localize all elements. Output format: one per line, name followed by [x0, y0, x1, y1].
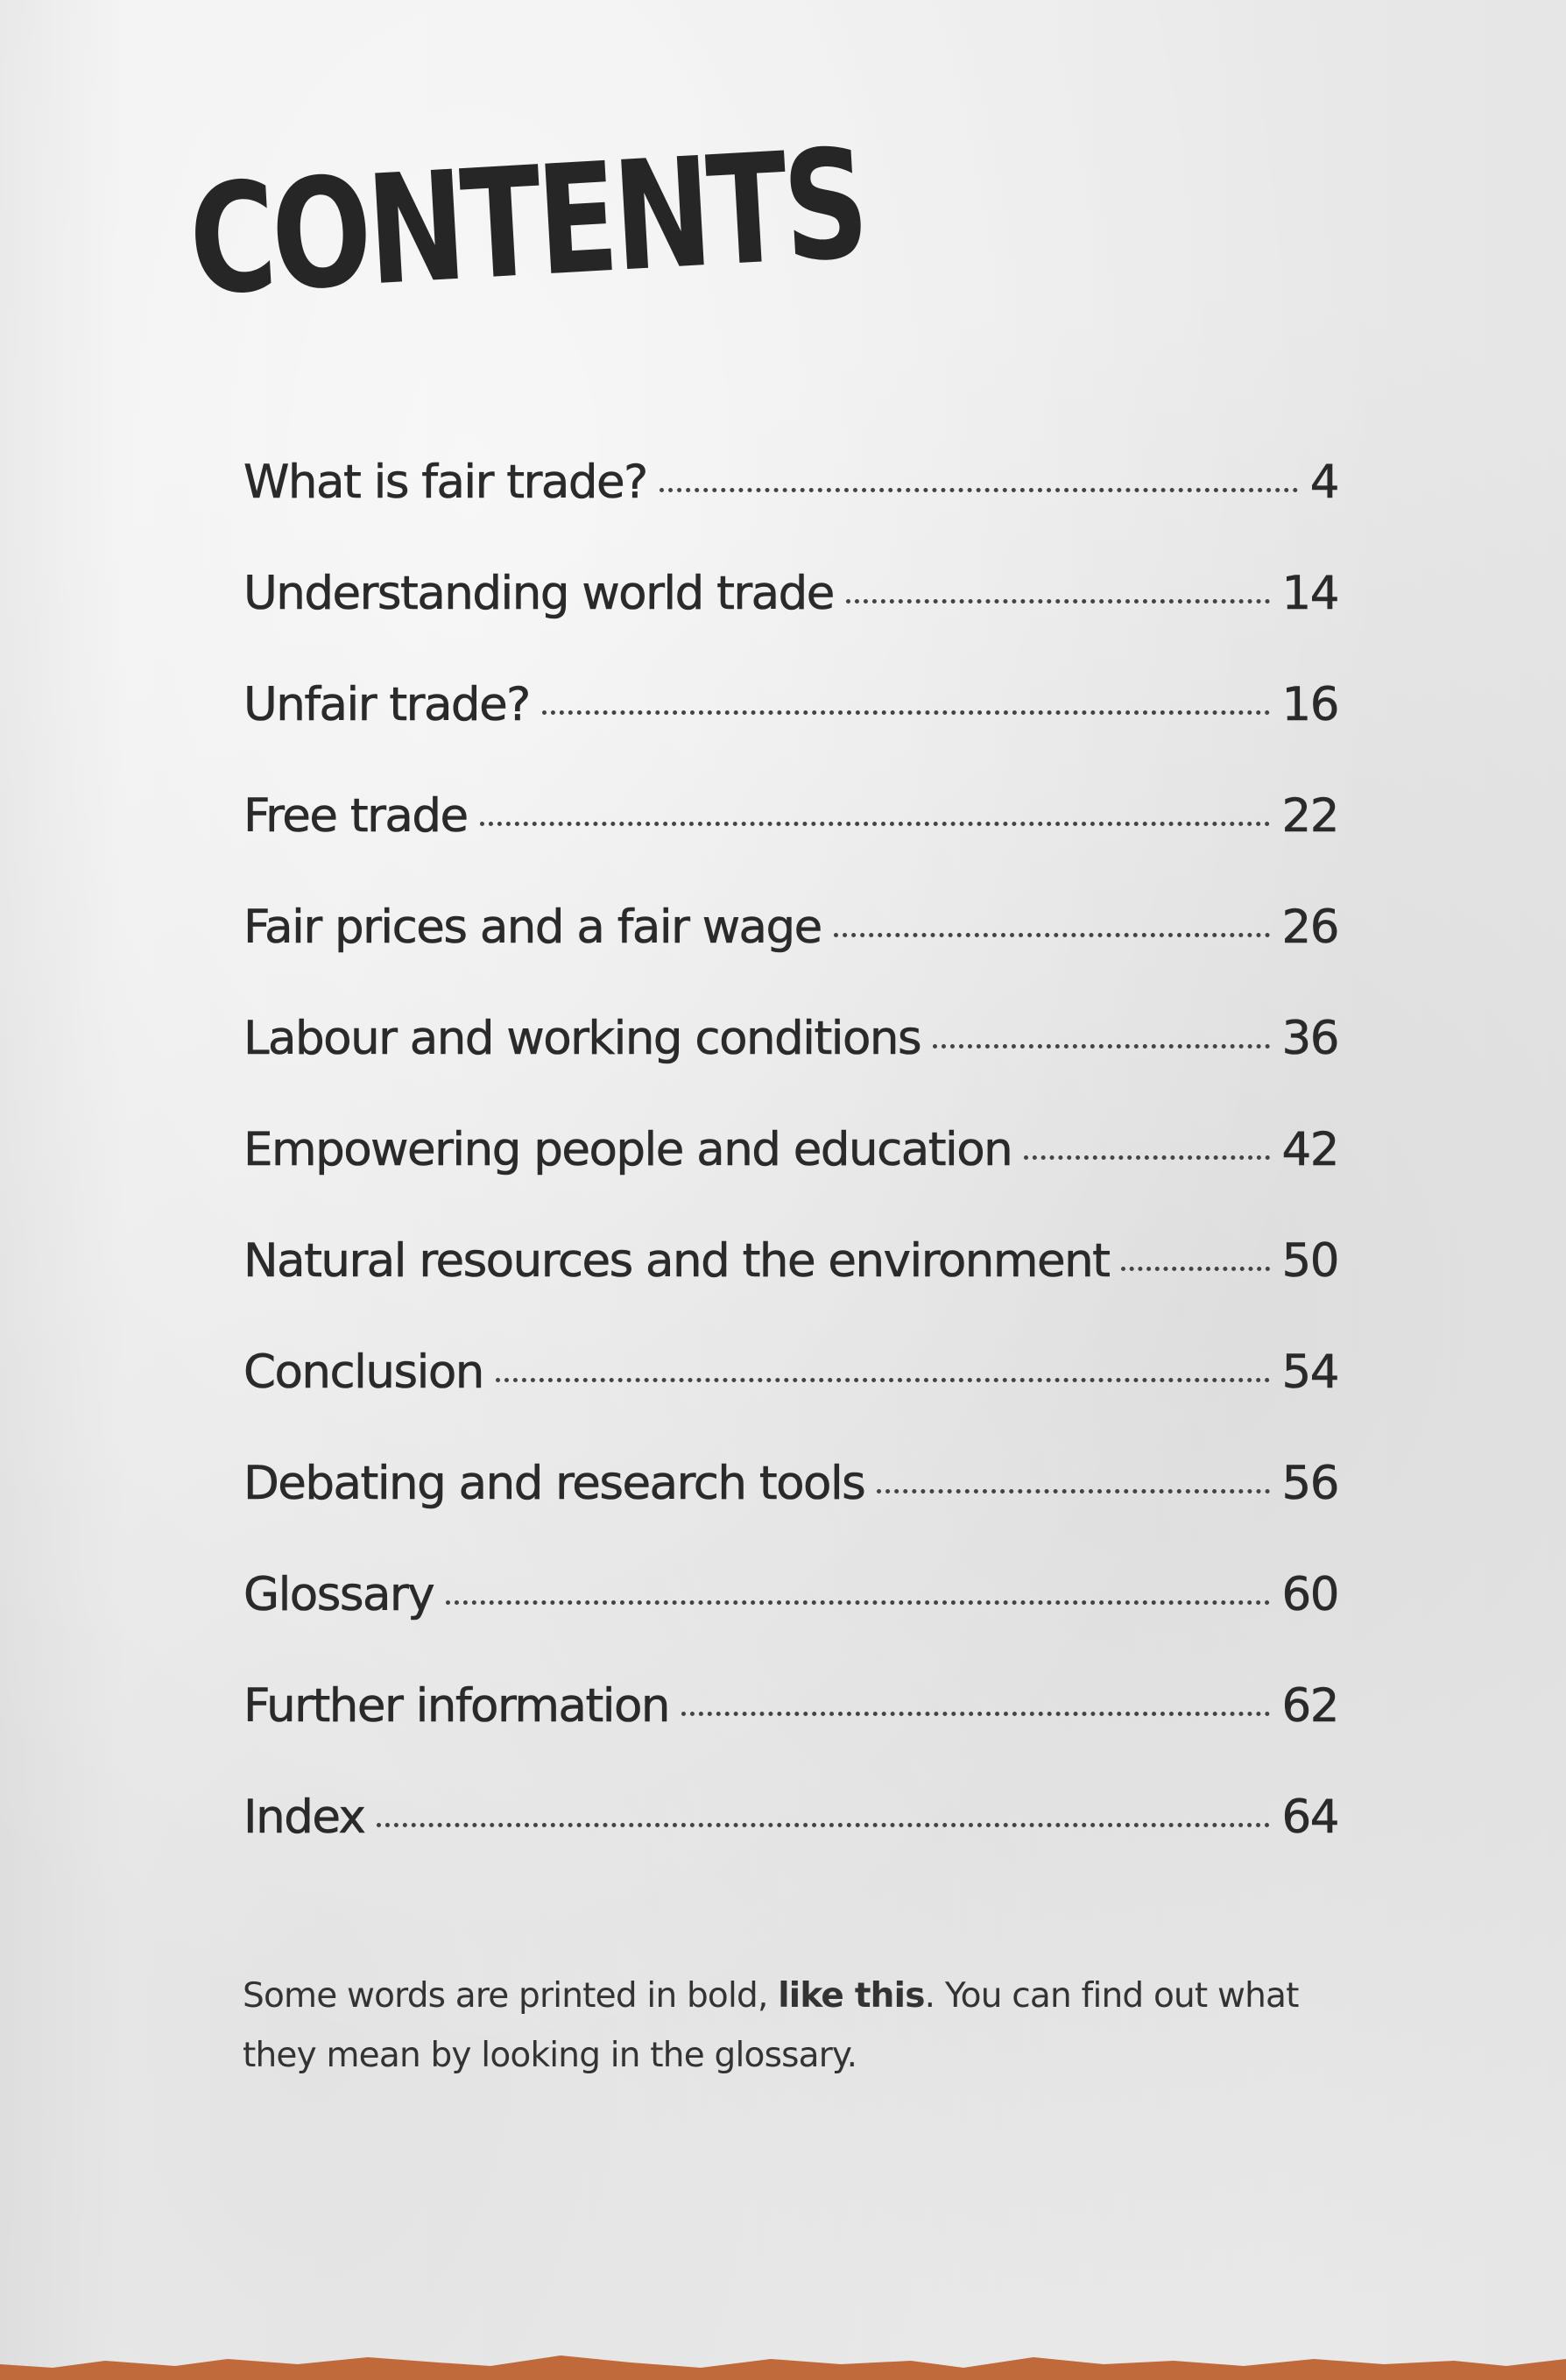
toc-entry-page: 36	[1281, 1012, 1338, 1065]
table-of-contents	[243, 456, 1338, 1902]
toc-entry-label: Further information	[243, 1679, 669, 1733]
toc-entry-page: 50	[1281, 1234, 1338, 1288]
toc-entry-empowering[interactable]	[243, 1123, 1338, 1234]
page-title: CONTENTS	[185, 115, 870, 329]
toc-entry-labour[interactable]	[243, 1012, 1338, 1123]
toc-entry-page: 22	[1281, 789, 1338, 843]
toc-entry-label: Conclusion	[243, 1345, 483, 1399]
toc-entry-page: 26	[1281, 900, 1338, 954]
toc-entry-free-trade[interactable]	[243, 789, 1338, 900]
dot-leader	[877, 1489, 1269, 1494]
toc-entry-debating[interactable]	[243, 1457, 1338, 1568]
dot-leader	[1121, 1267, 1269, 1271]
dot-leader	[1024, 1155, 1269, 1160]
toc-entry-page: 54	[1281, 1345, 1338, 1399]
note-text-before: Some words are printed in bold,	[243, 1976, 779, 2016]
toc-entry-label: What is fair trade?	[243, 456, 647, 509]
toc-entry-page: 62	[1281, 1679, 1338, 1733]
toc-entry-index[interactable]	[243, 1790, 1338, 1902]
toc-entry-label: Unfair trade?	[243, 678, 530, 731]
dot-leader	[681, 1712, 1270, 1716]
toc-entry-label: Understanding world trade	[243, 567, 834, 620]
dot-leader	[542, 710, 1270, 715]
dot-leader	[446, 1600, 1269, 1605]
toc-entry-label: Free trade	[243, 789, 468, 843]
toc-entry-label: Empowering people and education	[243, 1123, 1012, 1176]
toc-entry-fair-prices[interactable]	[243, 900, 1338, 1012]
toc-entry-page: 56	[1281, 1457, 1338, 1510]
toc-entry-label: Natural resources and the environment	[243, 1234, 1110, 1288]
toc-entry-label: Debating and research tools	[243, 1457, 865, 1510]
bold-words-note	[243, 1967, 1381, 2086]
torn-orange-edge	[0, 2345, 1566, 2380]
toc-entry-page: 16	[1281, 678, 1338, 731]
note-bold-example: like this	[778, 1976, 925, 2016]
toc-entry-unfair-trade[interactable]	[243, 678, 1338, 789]
dot-leader	[496, 1378, 1270, 1382]
toc-entry-label: Labour and working conditions	[243, 1012, 921, 1065]
toc-entry-label: Glossary	[243, 1568, 434, 1621]
toc-entry-understanding-world-trade[interactable]	[243, 567, 1338, 678]
toc-entry-glossary[interactable]	[243, 1568, 1338, 1679]
toc-entry-page: 42	[1281, 1123, 1338, 1176]
toc-entry-label: Index	[243, 1790, 365, 1844]
toc-entry-page: 60	[1281, 1568, 1338, 1621]
dot-leader	[480, 822, 1270, 826]
dot-leader	[834, 933, 1270, 937]
toc-entry-page: 14	[1281, 567, 1338, 620]
dot-leader	[933, 1044, 1269, 1049]
toc-entry-natural-resources[interactable]	[243, 1234, 1338, 1345]
toc-entry-further-information[interactable]	[243, 1679, 1338, 1790]
toc-entry-what-is-fair-trade[interactable]	[243, 456, 1338, 567]
toc-entry-label: Fair prices and a fair wage	[243, 900, 822, 954]
dot-leader	[660, 488, 1298, 492]
note-text-after: . You can find out what they mean by looking in the glossary.	[243, 1976, 1299, 2075]
toc-entry-page: 64	[1281, 1790, 1338, 1844]
dot-leader	[846, 599, 1270, 604]
toc-entry-page: 4	[1309, 456, 1338, 509]
dot-leader	[377, 1823, 1269, 1827]
toc-entry-conclusion[interactable]	[243, 1345, 1338, 1457]
